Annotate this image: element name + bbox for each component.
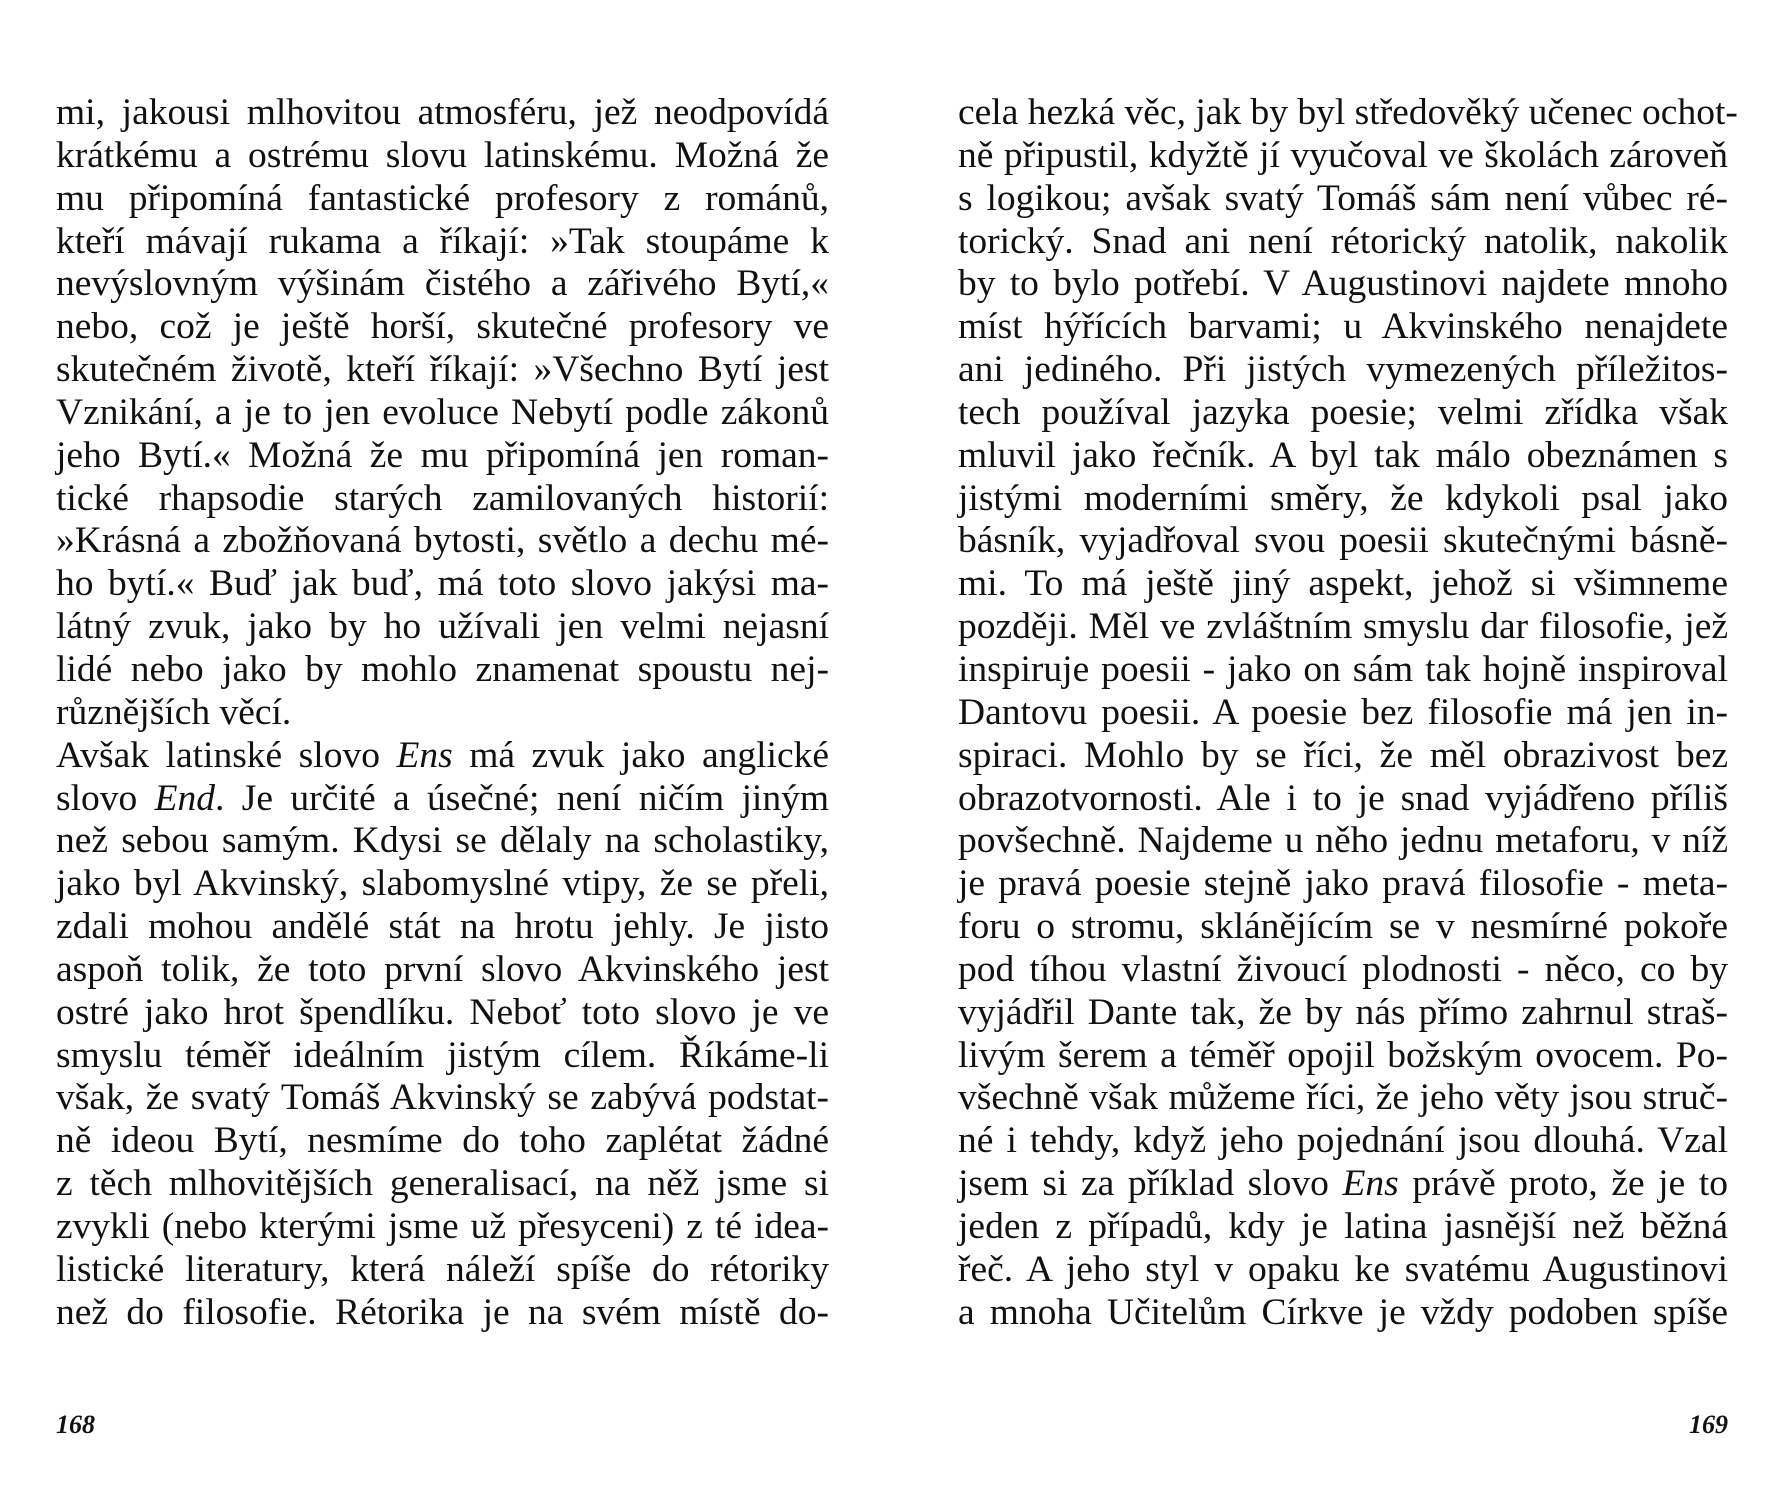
text-line: vyjádřil Dante tak, že by nás přímo zahrnul straš-: [958, 991, 1728, 1033]
text-line: by to bylo potřebí. V Augustinovi najdete mnoho: [958, 263, 1728, 305]
text-line: povšechně. Najdeme u něho jednu metaforu, v níž: [958, 820, 1728, 862]
text-line: mu připomíná fantastické profesory z románů,: [56, 177, 829, 219]
text-line: ostré jako hrot špendlíku. Neboť toto slovo je ve: [56, 991, 829, 1033]
text-line: listické literatury, která náleží spíše do rétoriky: [56, 1248, 829, 1290]
text-line: jeho Bytí.« Možná že mu připomíná jen roman-: [56, 434, 829, 476]
text-line: mi, jakousi mlhovitou atmosféru, jež neodpovídá: [56, 92, 829, 133]
text-line: mi. To má ještě jiný aspekt, jehož si všimneme: [958, 563, 1728, 605]
text-line: jistými moderními směry, že kdykoli psal jako: [958, 477, 1728, 519]
text-line: ně ideou Bytí, nesmíme do toho zaplétat žádné: [56, 1120, 829, 1162]
italic-word: End: [154, 777, 216, 819]
text-line: z těch mlhovitějších generalisací, na něž jsme si: [56, 1163, 829, 1205]
text-line: než sebou samým. Kdysi se dělaly na scholastiky,: [56, 820, 829, 862]
text-line: aspoň tolik, že toto první slovo Akvinského jest: [56, 948, 829, 990]
text-line: jsem si za příklad slovo Ens právě proto, že je to: [958, 1163, 1729, 1205]
text-line: torický. Snad ani není rétorický natolik, nakolik: [958, 220, 1728, 262]
text-line: spiraci. Mohlo by se říci, že měl obrazivost bez: [958, 734, 1728, 776]
text-line: »Krásná a zbožňovaná bytosti, světlo a dechu mé-: [56, 520, 829, 562]
text-line: mluvil jako řečník. A byl tak málo obeznámen s: [958, 434, 1728, 476]
text-line: míst hýřících barvami; u Akvinského nenajdete: [958, 306, 1728, 348]
text-line: Vznikání, a je to jen evoluce Nebytí podle zákonů: [56, 391, 829, 433]
text-line: řeč. A jeho styl v opaku ke svatému Augustinovi: [958, 1248, 1728, 1290]
text-line: cela hezká věc, jak by byl středověký učenec ochot-: [958, 92, 1738, 133]
text-line: tech používal jazyka poesie; velmi zřídka však: [958, 391, 1728, 433]
italic-word: Ens: [1342, 1163, 1399, 1205]
text-line: nebo, což je ještě horší, skutečné profesory ve: [56, 306, 829, 348]
left-page: [56, 92, 829, 1334]
text-line: později. Měl ve zvláštním smyslu dar filosofie, jež: [958, 606, 1728, 648]
right-page-number: 169: [1689, 1410, 1728, 1439]
text-line: než do filosofie. Rétorika je na svém místě do-: [56, 1291, 829, 1333]
text-line: smyslu téměř ideálním jistým cílem. Říkáme-li: [56, 1034, 829, 1076]
text-line: Avšak latinské slovo Ens má zvuk jako anglické: [56, 734, 830, 776]
text-line: však, že svatý Tomáš Akvinský se zabývá podstat-: [56, 1077, 829, 1119]
text-line: a mnoha Učitelům Církve je vždy podoben spíše: [958, 1291, 1728, 1333]
text-line: skutečném životě, kteří říkají: »Všechno Bytí jest: [56, 349, 829, 391]
text-line: livým šerem a téměř opojil božským ovocem. Po-: [958, 1034, 1728, 1076]
right-page: [958, 92, 1738, 1334]
text-line: tické rhapsodie starých zamilovaných historií:: [56, 477, 829, 519]
text-line: ho bytí.« Buď jak buď, má toto slovo jakýsi ma-: [56, 563, 829, 605]
text-line: krátkému a ostrému slovu latinskému. Možná že: [56, 134, 829, 176]
text-line: je pravá poesie stejně jako pravá filosofie - meta-: [958, 863, 1728, 905]
text-line: pod tíhou vlastní živoucí plodnosti - něco, co by: [958, 948, 1728, 990]
text-line: jeden z případů, kdy je latina jasnější než běžná: [958, 1205, 1728, 1247]
text-line: obrazotvornosti. Ale i to je snad vyjádřeno příliš: [958, 777, 1728, 819]
text-line: různějších věcí.: [56, 691, 292, 733]
text-line: s logikou; avšak svatý Tomáš sám není vůbec ré-: [958, 177, 1728, 219]
left-page-number: 168: [56, 1410, 95, 1439]
text-line: jako byl Akvinský, slabomyslné vtipy, že se přeli,: [56, 863, 829, 905]
text-line: básník, vyjadřoval svou poesii skutečnými básně-: [958, 520, 1728, 562]
text-line: lidé nebo jako by mohlo znamenat spoustu nej-: [56, 648, 829, 690]
text-line: ně připustil, kdyžtě jí vyučoval ve školách zároveň: [958, 134, 1728, 176]
text-line: né i tehdy, když jeho pojednání jsou dlouhá. Vzal: [958, 1120, 1728, 1162]
italic-word: Ens: [396, 734, 453, 776]
text-line: ani jediného. Při jistých vymezených příležitos-: [958, 349, 1728, 391]
text-line: Dantovu poesii. A poesie bez filosofie má jen in-: [958, 691, 1728, 733]
text-line: kteří mávají rukama a říkají: »Tak stoupáme k: [56, 220, 829, 262]
text-line: slovo End. Je určité a úsečné; není ničím jiným: [56, 777, 829, 819]
text-line: látný zvuk, jako by ho užívali jen velmi nejasní: [56, 606, 829, 648]
text-line: foru o stromu, sklánějícím se v nesmírné pokoře: [958, 906, 1728, 948]
text-line: nevýslovným výšinám čistého a zářivého Bytí,«: [56, 263, 829, 305]
text-line: zvykli (nebo kterými jsme už přesyceni) z té idea-: [56, 1205, 829, 1247]
text-line: zdali mohou andělé stát na hrotu jehly. Je jisto: [56, 906, 829, 948]
text-line: všechně však můžeme říci, že jeho věty jsou struč-: [958, 1077, 1728, 1119]
text-line: inspiruje poesii - jako on sám tak hojně inspiroval: [958, 648, 1728, 690]
